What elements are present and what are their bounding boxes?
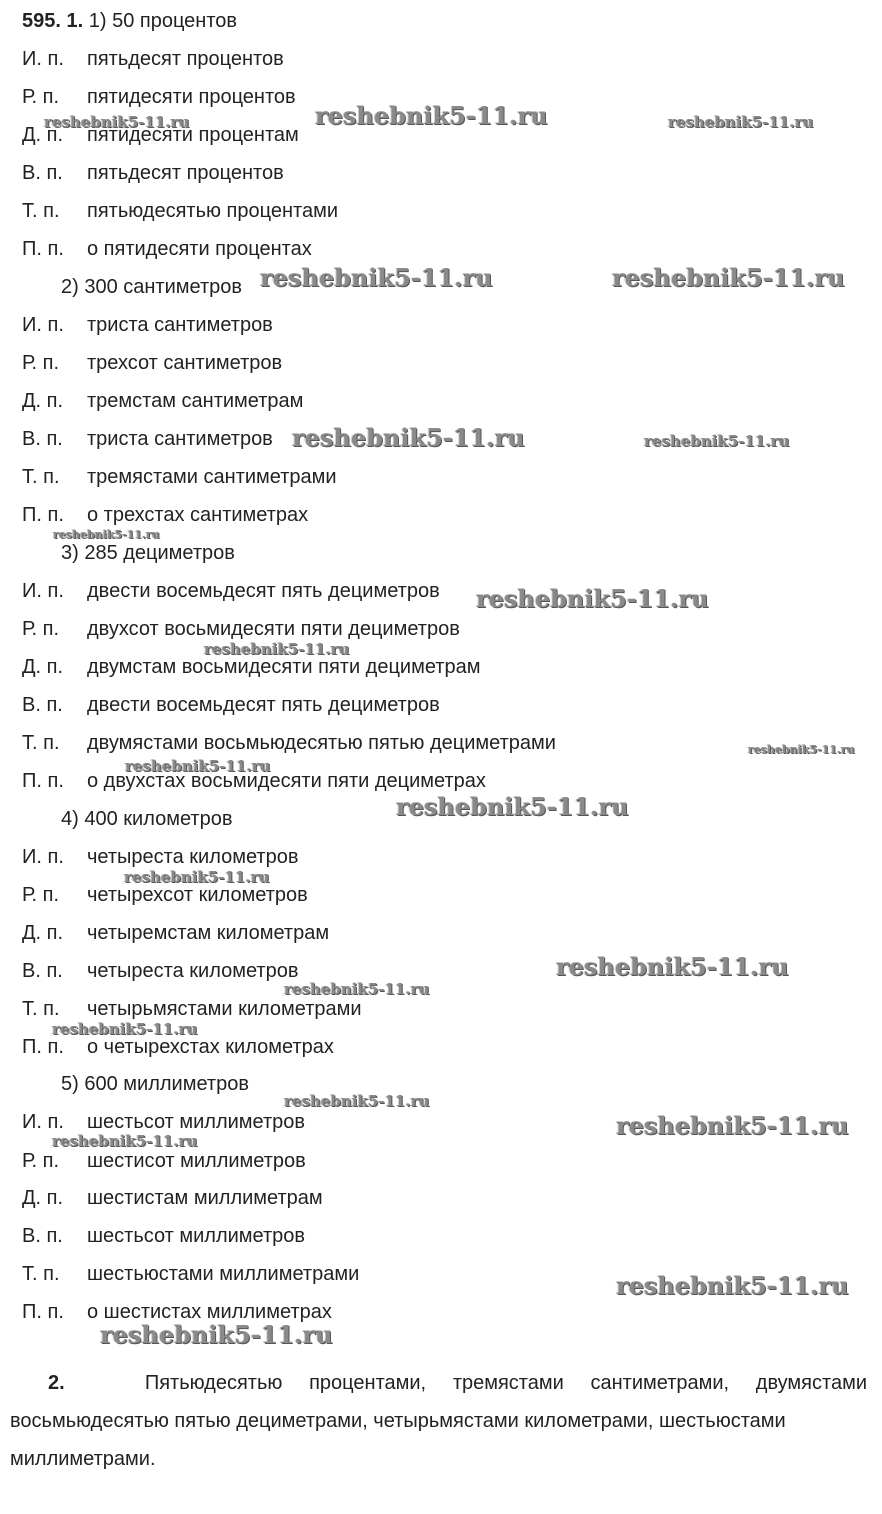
case-form: четырьмястами километрами — [87, 998, 362, 1020]
case-form: трехсот сантиметров — [87, 352, 283, 374]
row-genitive — [22, 883, 308, 907]
row-dative — [22, 389, 303, 413]
row-accusative — [22, 1224, 305, 1248]
case-form: шестьсот миллиметров — [87, 1225, 306, 1247]
row-nominative — [22, 1110, 305, 1134]
task-header — [22, 9, 237, 33]
case-label: Т. п. — [22, 466, 60, 488]
case-form: четыреста километров — [87, 846, 299, 868]
case-label: Д. п. — [22, 656, 64, 678]
case-form: шестьюстами миллиметрами — [87, 1263, 360, 1285]
row-instrumental — [22, 465, 337, 489]
item-title-4: 4) 400 километров — [61, 808, 233, 830]
watermark: reshebnik5-11.ru — [292, 423, 525, 452]
row-instrumental — [22, 731, 556, 755]
case-form: двести восемьдесят пять дециметров — [87, 580, 440, 602]
watermark: reshebnik5-11.ru — [284, 980, 430, 998]
case-label: В. п. — [22, 960, 63, 982]
row-dative — [22, 1186, 323, 1210]
case-label: Р. п. — [22, 352, 60, 374]
item-title-2: 2) 300 сантиметров — [61, 276, 243, 298]
case-label: П. п. — [22, 1036, 64, 1058]
item-title-3: 3) 285 дециметров — [61, 542, 235, 564]
case-label: П. п. — [22, 238, 64, 260]
case-form: пятьюдесятью процентами — [87, 200, 339, 222]
case-form: четыреста километров — [87, 960, 299, 982]
task-number: 595. 1. — [22, 10, 84, 32]
row-instrumental — [22, 997, 362, 1021]
case-form: шестьсот миллиметров — [87, 1111, 306, 1133]
case-label: Д. п. — [22, 390, 64, 412]
case-label: Р. п. — [22, 884, 60, 906]
row-nominative — [22, 579, 440, 603]
watermark: reshebnik5-11.ru — [284, 1092, 430, 1110]
case-label: Д. п. — [22, 124, 64, 146]
watermark: reshebnik5-11.ru — [315, 101, 548, 130]
row-dative — [22, 655, 480, 679]
case-label: И. п. — [22, 48, 64, 70]
case-label: Д. п. — [22, 1187, 64, 1209]
watermark: reshebnik5-11.ru — [100, 1320, 333, 1349]
case-form: о трехстах сантиметрах — [87, 504, 309, 526]
case-label: П. п. — [22, 770, 64, 792]
case-label: Р. п. — [22, 86, 60, 108]
watermark: reshebnik5-11.ru — [204, 640, 350, 658]
part2-first-line — [10, 1364, 867, 1402]
case-label: Т. п. — [22, 1263, 60, 1285]
case-form: пятидесяти процентам — [87, 124, 299, 146]
case-label: Р. п. — [22, 1150, 60, 1172]
row-nominative — [22, 845, 298, 869]
row-accusative — [22, 959, 298, 983]
case-form: четырехсот километров — [87, 884, 308, 906]
case-label: В. п. — [22, 162, 63, 184]
case-form: триста сантиметров — [87, 314, 273, 336]
case-label: Д. п. — [22, 922, 64, 944]
case-form: четыремстам километрам — [87, 922, 330, 944]
watermark: reshebnik5-11.ru — [644, 432, 790, 450]
case-form: пятьдесят процентов — [87, 162, 284, 184]
case-form: о четырехстах километрах — [87, 1036, 334, 1058]
case-form: тремястами сантиметрами — [87, 466, 337, 488]
case-label: Т. п. — [22, 732, 60, 754]
row-genitive — [22, 85, 296, 109]
watermark: reshebnik5-11.ru — [476, 584, 709, 613]
watermark: reshebnik5-11.ru — [748, 743, 855, 756]
row-prepositional — [22, 503, 308, 527]
row-genitive — [22, 351, 282, 375]
case-form: шестистам миллиметрам — [87, 1187, 323, 1209]
watermark: reshebnik5-11.ru — [556, 952, 789, 981]
watermark: reshebnik5-11.ru — [44, 113, 190, 131]
row-prepositional — [22, 1035, 334, 1059]
row-nominative — [22, 47, 284, 71]
case-label: И. п. — [22, 580, 64, 602]
part2-number: 2. — [48, 1372, 65, 1394]
row-instrumental — [22, 1262, 359, 1286]
case-label: В. п. — [22, 428, 63, 450]
case-label: В. п. — [22, 1225, 63, 1247]
row-dative — [22, 921, 329, 945]
case-form: двумястами восьмьюдесятью пятью дециметрами — [87, 732, 556, 754]
case-form: шестисот миллиметров — [87, 1150, 306, 1172]
row-nominative — [22, 313, 273, 337]
item-title-5: 5) 600 миллиметров — [61, 1073, 249, 1095]
watermark: reshebnik5-11.ru — [124, 868, 270, 886]
case-label: И. п. — [22, 846, 64, 868]
part2-rest: восьмьюдесятью пятью дециметрами, четырьмястами километрами, шестьюстами миллиметрами. — [10, 1410, 786, 1470]
case-form: двумстам восьмидесяти пяти дециметрам — [87, 656, 481, 678]
case-form: о шестистах миллиметрах — [87, 1301, 332, 1323]
case-label: В. п. — [22, 694, 63, 716]
item-title-1: 1) 50 процентов — [88, 10, 238, 32]
case-label: И. п. — [22, 1111, 64, 1133]
case-form: двести восемьдесят пять дециметров — [87, 694, 440, 716]
case-label: Т. п. — [22, 200, 60, 222]
case-label: П. п. — [22, 1301, 64, 1323]
case-form: о пятидесяти процентах — [87, 238, 312, 260]
case-form: тремстам сантиметрам — [87, 390, 304, 412]
case-form: двухсот восьмидесяти пяти дециметров — [87, 618, 460, 640]
watermark: reshebnik5-11.ru — [616, 1271, 849, 1300]
case-label: И. п. — [22, 314, 64, 336]
row-genitive — [22, 1149, 306, 1173]
row-accusative — [22, 693, 440, 717]
row-genitive — [22, 617, 460, 641]
watermark: reshebnik5-11.ru — [612, 263, 845, 292]
case-label: Т. п. — [22, 998, 60, 1020]
watermark: reshebnik5-11.ru — [52, 1020, 198, 1038]
case-label: Р. п. — [22, 618, 60, 640]
watermark: reshebnik5-11.ru — [125, 757, 271, 775]
watermark: reshebnik5-11.ru — [668, 113, 814, 131]
watermark: reshebnik5-11.ru — [52, 1132, 198, 1150]
watermark: reshebnik5-11.ru — [396, 792, 629, 821]
row-instrumental — [22, 199, 338, 223]
row-accusative — [22, 161, 284, 185]
part2-line1: Пятьюдесятью процентами, тремястами сантиметрами, двумястами — [144, 1372, 867, 1394]
watermark: reshebnik5-11.ru — [616, 1111, 849, 1140]
case-label: П. п. — [22, 504, 64, 526]
row-prepositional — [22, 237, 312, 261]
watermark: reshebnik5-11.ru — [260, 263, 493, 292]
case-form: пятьдесят процентов — [87, 48, 284, 70]
case-form: пятидесяти процентов — [87, 86, 296, 108]
row-accusative — [22, 427, 273, 451]
case-form: о двухстах восьмидесяти пяти дециметрах — [87, 770, 486, 792]
case-form: триста сантиметров — [87, 428, 273, 450]
part2-paragraph — [10, 1364, 867, 1478]
watermark: reshebnik5-11.ru — [53, 528, 160, 541]
